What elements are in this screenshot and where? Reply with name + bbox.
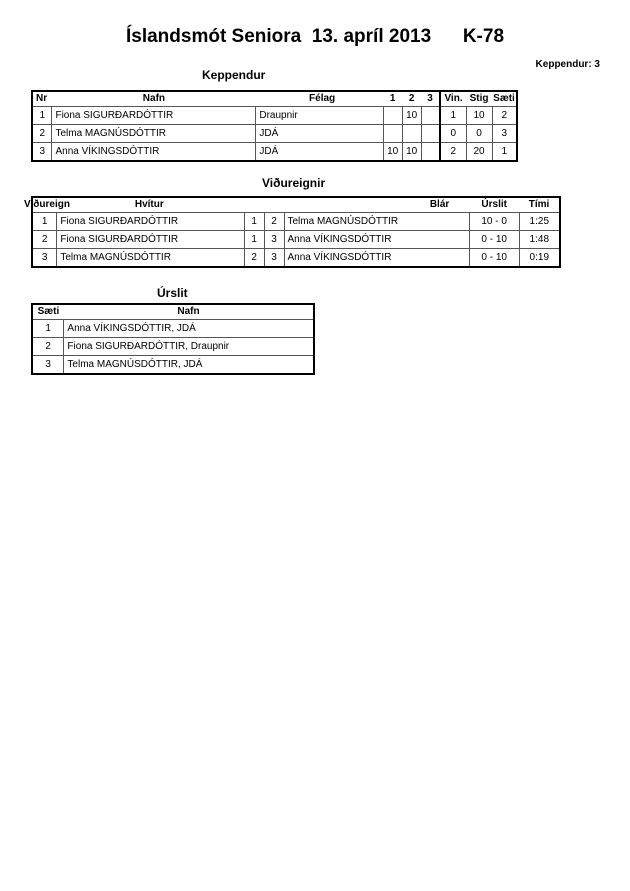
cell-wins: 1: [440, 107, 466, 125]
cell-time: 1:48: [519, 231, 560, 249]
col-r2: 2: [408, 93, 415, 104]
cell-r1: [383, 107, 402, 125]
col-blue: Blár: [429, 199, 450, 210]
col-result: Úrslit: [481, 199, 507, 210]
cell-blue-nr: 2: [264, 213, 284, 231]
cell-place: 1: [492, 143, 517, 162]
table-row: [32, 320, 314, 338]
cell-place: 3: [492, 125, 517, 143]
col-nr: Nr: [36, 93, 48, 104]
col-club: Félag: [309, 93, 336, 104]
col-time: Tími: [528, 199, 550, 210]
cell-points: 0: [466, 125, 492, 143]
cell-blue-nr: 3: [264, 249, 284, 268]
cell-r3: [421, 143, 440, 162]
cell-nr: 2: [32, 125, 52, 143]
cell-wins: 2: [440, 143, 466, 162]
cell-points: 10: [466, 107, 492, 125]
cell-r3: [421, 107, 440, 125]
col-match: [24, 197, 70, 213]
competitors-heading: Keppendur: [202, 68, 266, 82]
col-wnr: [244, 197, 264, 213]
col-white: Hvítur: [134, 199, 164, 210]
cell-blue: Telma MAGNÚSDÓTTIR: [284, 213, 469, 231]
cell-points: 20: [466, 143, 492, 162]
page-title: Íslandsmót Seniora 13. apríl 2013 K-78: [125, 26, 505, 47]
cell-white: Fiona SIGURÐARDÓTTIR: [57, 231, 244, 249]
cell-name: Fiona SIGURÐARDÓTTIR, Draupnir: [64, 338, 314, 356]
cell-time: 1:25: [519, 213, 560, 231]
table-row: [32, 107, 517, 125]
table-row: [32, 338, 314, 356]
results-heading: Úrslit: [157, 286, 188, 300]
cell-result: 0 - 10: [469, 249, 519, 268]
cell-place: 2: [492, 107, 517, 125]
matches-header-row: [32, 197, 560, 213]
table-row: [32, 231, 560, 249]
cell-match-nr: 1: [32, 213, 57, 231]
cell-place: 1: [32, 320, 64, 338]
cell-blue: Anna VÍKINGSDÓTTIR: [284, 249, 469, 268]
cell-time: 0:19: [519, 249, 560, 268]
cell-white-nr: 1: [244, 213, 264, 231]
competitors-table: [31, 90, 518, 162]
table-row: [32, 249, 560, 268]
cell-name: Anna VÍKINGSDÓTTIR: [52, 143, 256, 162]
cell-r2: [402, 125, 421, 143]
cell-name: Anna VÍKINGSDÓTTIR, JDÁ: [64, 320, 314, 338]
cell-r2: 10: [402, 143, 421, 162]
col-name: Nafn: [142, 93, 166, 104]
cell-match-nr: 2: [32, 231, 57, 249]
col-bnr: [264, 197, 284, 213]
cell-blue-nr: 3: [264, 231, 284, 249]
cell-name: Telma MAGNÚSDÓTTIR, JDÁ: [64, 356, 314, 375]
cell-name: Telma MAGNÚSDÓTTIR: [52, 125, 256, 143]
cell-r3: [421, 125, 440, 143]
cell-club: JDÁ: [256, 125, 383, 143]
cell-place: 3: [32, 356, 64, 375]
cell-result: 0 - 10: [469, 231, 519, 249]
col-name: Nafn: [177, 306, 200, 317]
col-match-label: Viðureign: [24, 199, 70, 210]
cell-name: Fiona SIGURÐARDÓTTIR: [52, 107, 256, 125]
table-row: [32, 213, 560, 231]
cell-white: Fiona SIGURÐARDÓTTIR: [57, 213, 244, 231]
cell-white-nr: 1: [244, 231, 264, 249]
cell-club: Draupnir: [256, 107, 383, 125]
cell-club: JDÁ: [256, 143, 383, 162]
cell-nr: 1: [32, 107, 52, 125]
matches-heading: Viðureignir: [262, 176, 326, 190]
cell-blue: Anna VÍKINGSDÓTTIR: [284, 231, 469, 249]
competitors-count: Keppendur: 3: [535, 59, 600, 70]
cell-r1: [383, 125, 402, 143]
results-header-row: [32, 304, 314, 320]
competitors-header-row: [32, 91, 517, 107]
col-place: Sæti: [493, 93, 515, 104]
table-row: [32, 143, 517, 162]
col-r3: 3: [427, 93, 433, 104]
col-wins: Vin.: [440, 91, 466, 107]
cell-r2: 10: [402, 107, 421, 125]
col-r1: 1: [389, 93, 396, 104]
cell-match-nr: 3: [32, 249, 57, 268]
cell-wins: 0: [440, 125, 466, 143]
cell-nr: 3: [32, 143, 52, 162]
cell-result: 10 - 0: [469, 213, 519, 231]
cell-place: 2: [32, 338, 64, 356]
cell-white: Telma MAGNÚSDÓTTIR: [57, 249, 244, 268]
table-row: [32, 125, 517, 143]
col-points: Stig: [469, 93, 489, 104]
cell-r1: 10: [383, 143, 402, 162]
results-table: [31, 303, 315, 375]
cell-white-nr: 2: [244, 249, 264, 268]
col-place: Sæti: [37, 306, 60, 317]
table-row: [32, 356, 314, 375]
matches-table: [24, 196, 561, 268]
